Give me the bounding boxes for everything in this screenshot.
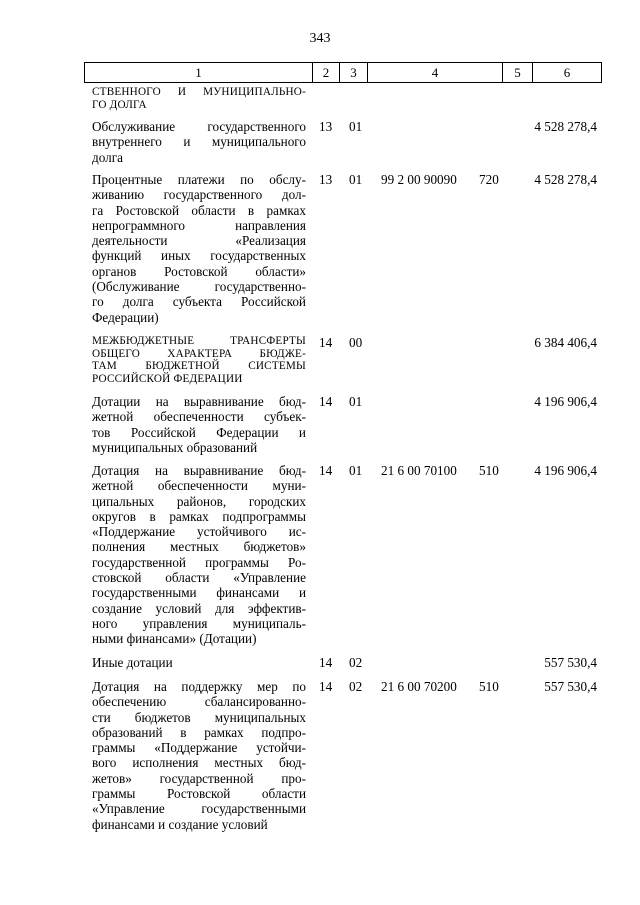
description-line: Обслуживание государственного xyxy=(92,119,306,134)
description-line: государственной программы Ро- xyxy=(92,554,306,570)
description-line: муниципальных образований xyxy=(92,439,258,455)
section-code: 14 xyxy=(319,463,333,478)
description-line: ного управления муниципаль- xyxy=(92,615,306,631)
description-line: образований в рамках подпро- xyxy=(92,724,306,740)
header-col-4: 4 xyxy=(368,63,503,82)
target-article-code: 21 6 00 70100 xyxy=(381,463,457,478)
description-line: долга xyxy=(92,149,123,165)
description-line: ципальных районов, городских xyxy=(92,493,306,509)
table-header xyxy=(84,62,602,83)
header-col-5: 5 xyxy=(503,63,533,82)
description-line: жетной обеспеченности муни- xyxy=(92,478,306,494)
description-line: тов Российской Федерации и xyxy=(92,424,306,440)
target-article-code: 99 2 00 90090 xyxy=(381,172,457,187)
description-line: Дотация на выравнивание бюд- xyxy=(92,463,306,478)
header-col-6: 6 xyxy=(563,65,571,80)
row-description xyxy=(92,335,306,385)
header-col-1: 1 xyxy=(85,63,313,82)
row-description xyxy=(92,86,306,111)
amount: 4 528 278,4 xyxy=(534,172,597,187)
expense-type-code: 720 xyxy=(479,172,499,187)
amount: 557 530,4 xyxy=(544,679,597,694)
section-code: 13 xyxy=(319,172,333,187)
row-description xyxy=(92,463,306,647)
subsection-code: 00 xyxy=(349,335,363,350)
target-article-code: 21 6 00 70200 xyxy=(381,679,457,694)
description-line: финансами и создание условий xyxy=(92,816,268,832)
description-line: МЕЖБЮДЖЕТНЫЕ ТРАНСФЕРТЫ xyxy=(92,335,306,347)
description-line: деятельности «Реализация xyxy=(92,233,306,249)
description-line: живанию государственного дол- xyxy=(92,187,306,203)
description-line: внутреннего и муниципального xyxy=(92,134,306,150)
description-line: Дотация на поддержку мер по xyxy=(92,679,306,694)
section-code: 14 xyxy=(319,335,333,350)
section-code: 14 xyxy=(319,679,333,694)
description-line: полнения местных бюджетов» xyxy=(92,539,306,555)
description-line: «Управление государственными xyxy=(92,801,306,817)
row-description xyxy=(92,172,306,325)
description-line: Иные дотации xyxy=(92,655,173,670)
description-line: «Поддержание устойчивого ис- xyxy=(92,524,306,540)
description-line: ными финансами» (Дотации) xyxy=(92,631,257,647)
subsection-code: 01 xyxy=(349,119,363,134)
section-code: 13 xyxy=(319,119,333,134)
description-line: Федерации) xyxy=(92,309,159,325)
header-col-2: 2 xyxy=(313,63,340,82)
amount: 4 528 278,4 xyxy=(534,119,597,134)
description-line: га Ростовской области в рамках xyxy=(92,202,306,218)
row-description xyxy=(92,394,306,455)
description-line: жетов» государственной про- xyxy=(92,770,306,786)
description-line: создание условий для эффектив- xyxy=(92,600,306,616)
description-line: граммы Ростовской области xyxy=(92,786,306,802)
description-line: го долга субъекта Российской xyxy=(92,294,306,310)
row-description xyxy=(92,119,306,165)
amount: 6 384 406,4 xyxy=(534,335,597,350)
description-line: обеспечению сбалансированно- xyxy=(92,694,306,710)
description-line: СТВЕННОГО И МУНИЦИПАЛЬНО- xyxy=(92,86,306,98)
description-line: стовской области «Управление xyxy=(92,570,306,586)
row-description xyxy=(92,655,306,670)
description-line: государственными финансами и xyxy=(92,585,306,601)
description-line: функций иных государственных xyxy=(92,248,306,264)
expense-type-code: 510 xyxy=(479,463,499,478)
description-line: округов в рамках подпрограммы xyxy=(92,508,306,524)
description-line: Дотации на выравнивание бюд- xyxy=(92,394,306,409)
subsection-code: 01 xyxy=(349,463,363,478)
description-line: органов Ростовской области» xyxy=(92,263,306,279)
page-number: 343 xyxy=(309,31,331,46)
section-code: 14 xyxy=(319,655,333,670)
description-line: ТАМ БЮДЖЕТНОЙ СИСТЕМЫ xyxy=(92,360,306,373)
expense-type-code: 510 xyxy=(479,679,499,694)
description-line: сти бюджетов муниципальных xyxy=(92,709,306,725)
amount: 557 530,4 xyxy=(544,655,597,670)
amount: 4 196 906,4 xyxy=(534,463,597,478)
description-line: Процентные платежи по обслу- xyxy=(92,172,306,187)
subsection-code: 01 xyxy=(349,172,363,187)
subsection-code: 02 xyxy=(349,679,363,694)
section-code: 14 xyxy=(319,394,333,409)
description-line: ОБЩЕГО ХАРАКТЕРА БЮДЖЕ- xyxy=(92,347,306,360)
description-line: РОССИЙСКОЙ ФЕДЕРАЦИИ xyxy=(92,372,243,385)
subsection-code: 02 xyxy=(349,655,363,670)
description-line: непрограммного направления xyxy=(92,217,306,233)
row-description xyxy=(92,679,306,832)
description-line: вого исполнения местных бюд- xyxy=(92,755,306,771)
description-line: жетной обеспеченности субъек- xyxy=(92,409,306,425)
description-line: (Обслуживание государственно- xyxy=(92,279,306,295)
header-col-3: 3 xyxy=(340,63,368,82)
subsection-code: 01 xyxy=(349,394,363,409)
description-line: ГО ДОЛГА xyxy=(92,98,147,111)
amount: 4 196 906,4 xyxy=(534,394,597,409)
description-line: граммы «Поддержание устойчи- xyxy=(92,740,306,756)
